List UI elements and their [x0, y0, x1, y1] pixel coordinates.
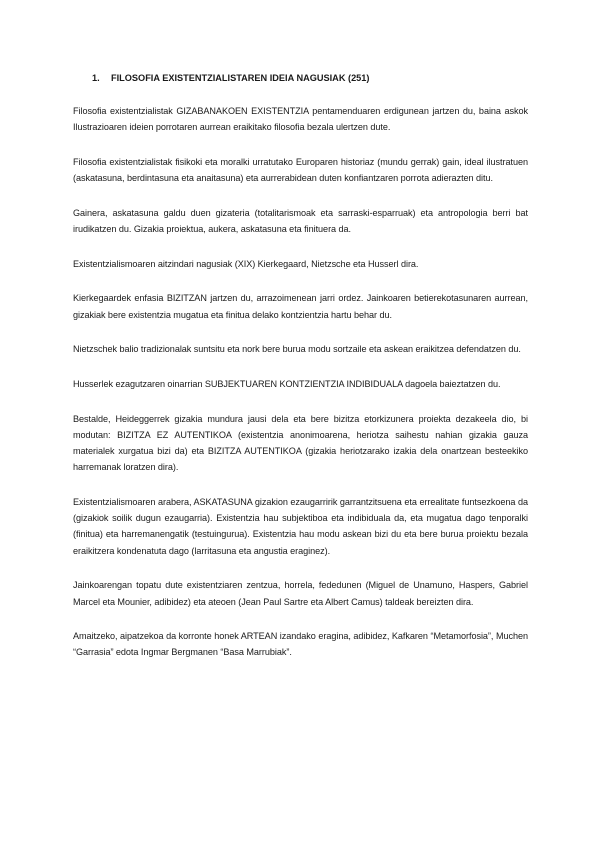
section-heading: [92, 72, 532, 85]
paragraph-kierkegaard: Kierkegaardek enfasia BIZITZAN jartzen du, arrazoimenean jarri ordez. Jainkoaren betierekotasunaren aurrean, gizakiak bere existentzia mugatua eta finitua delako kontzientzia hartu behar du.: [73, 293, 528, 320]
paragraph-freedom: Existentzialismoaren arabera, ASKATASUNA gizakion ezaugarririk garrantzitsuena eta errealitate funtsezkoena da (gizakiok soilik dugun ezaugarria). Existentzia hau subjektiboa eta indibiduala da, eta mugatua dago tenporalki (finitua) eta harremanengatik (testuingurua). Existentzia hau modu askean bizi du eta bere burua proiektu bezala eraikitzera kondenatuta dago (larritasuna eta angustia eraginez).: [73, 497, 528, 556]
section-number: 1.: [92, 73, 100, 83]
paragraph-nietzsche: Nietzschek balio tradizionalak suntsitu eta nork bere burua modu sortzaile eta askean eraikitzea defendatzen du.: [73, 344, 521, 355]
paragraph-art-influence: Amaitzeko, aipatzekoa da korronte honek ARTEAN izandako eragina, adibidez, Kafkaren “Metamorfosia”, Muchen “Garrasia” edota Ingmar Bergmanen “Basa Marrubiak”.: [73, 631, 528, 658]
paragraph-heidegger: Bestalde, Heideggerrek gizakia mundura jausi dela eta bere bizitza etorkizunera proiekta dezakeela dio, bi modutan: BIZITZA EZ AUTENTIKOA (existentzia anonimoarena, heriotza saihestu nahian gizakia gauza materialek xurgatua bizi da) eta BIZITZA AUTENTIKOA (gizakia heriotzarako izakia dela onartzean besteekiko harremanak loratzen dira).: [73, 413, 528, 473]
paragraph-intro: Filosofia existentzialistak GIZABANAKOEN EXISTENTZIA pentamenduaren erdigunean jartzen du, baina askok Ilustrazioaren ideien porrotaren aurrean eraikitako filosofia bezala ulertzen dute.: [73, 106, 528, 133]
paragraph-anthropology: Gainera, askatasuna galdu duen gizateria (totalitarismoak eta sarraski-esparruak) eta antropologia berri bat irudikatzen du. Gizakia proiektua, aukera, askatasuna eta finituera da.: [73, 207, 528, 235]
body-text: [73, 103, 528, 679]
paragraph-believers-atheists: Jainkoarengan topatu dute existentziaren zentzua, horrela, fededunen (Miguel de Unamuno, Haspers, Gabriel Marcel eta Mounier, adibidez) eta ateoen (Jean Paul Sartre eta Albert Camus) taldeak bereizten dira.: [73, 580, 528, 607]
section-title: FILOSOFIA EXISTENTZIALISTAREN IDEIA NAGUSIAK (251): [111, 73, 370, 83]
paragraph-husserl: Husserlek ezagutzaren oinarrian SUBJEKTUAREN KONTZIENTZIA INDIBIDUALA dagoela baieztatzen du.: [73, 379, 501, 390]
paragraph-precursors: Existentzialismoaren aitzindari nagusiak (XIX) Kierkegaard, Nietzsche eta Husserl dira.: [73, 258, 419, 269]
paragraph-europe-history: Filosofia existentzialistak fisikoki eta moralki urratutako Europaren historiaz (mundu gerrak) gain, ideal ilustratuen (askatasuna, berdintasuna eta anaitasuna) eta aurrerabidean duten konfiantzaren porrota adierazten ditu.: [73, 156, 528, 184]
